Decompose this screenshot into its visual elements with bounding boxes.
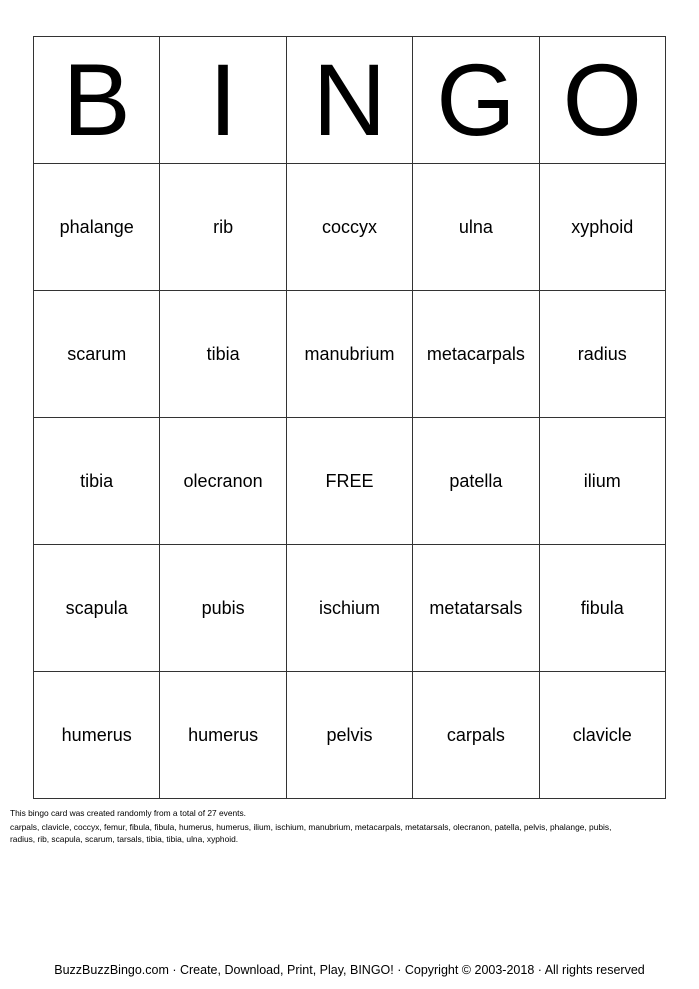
bingo-cell: pubis — [160, 545, 286, 672]
bingo-cell: carpals — [413, 672, 539, 799]
bingo-row-2 — [34, 291, 666, 418]
event-list-line: radius, rib, scapula, scarum, tarsals, tibia, tibia, ulna, xyphoid. — [10, 834, 239, 844]
bingo-cell: scapula — [34, 545, 160, 672]
header-letter-o: O — [539, 37, 665, 164]
card-summary-note: This bingo card was created randomly from a total of 27 events. — [10, 808, 247, 818]
header-letter-g: G — [413, 37, 539, 164]
bingo-cell: humerus — [160, 672, 286, 799]
header-letter-n: N — [286, 37, 412, 164]
bingo-cell: olecranon — [160, 418, 286, 545]
header-letter-i: I — [160, 37, 286, 164]
header-letter-b: B — [34, 37, 160, 164]
footer-copyright: BuzzBuzzBingo.com · Create, Download, Print, Play, BINGO! · Copyright © 2003-2018 · All rights reserved — [54, 963, 645, 977]
bingo-header-row — [34, 37, 666, 164]
bingo-cell: scarum — [34, 291, 160, 418]
event-list-line: carpals, clavicle, coccyx, femur, fibula, fibula, humerus, humerus, ilium, ischium, manubrium, metacarpals, metatarsals, olecranon, patella, pelvis, phalange, pubis, — [10, 822, 612, 832]
bingo-cell: tibia — [160, 291, 286, 418]
bingo-cell: clavicle — [539, 672, 665, 799]
bingo-cell: phalange — [34, 164, 160, 291]
bingo-row-5 — [34, 672, 666, 799]
bingo-cell: ilium — [539, 418, 665, 545]
bingo-cell: humerus — [34, 672, 160, 799]
bingo-row-1 — [34, 164, 666, 291]
bingo-cell: metacarpals — [413, 291, 539, 418]
bingo-cell: xyphoid — [539, 164, 665, 291]
bingo-cell: ulna — [413, 164, 539, 291]
bingo-free-cell: FREE — [286, 418, 412, 545]
bingo-cell: fibula — [539, 545, 665, 672]
bingo-cell: tibia — [34, 418, 160, 545]
bingo-row-3 — [34, 418, 666, 545]
bingo-cell: metatarsals — [413, 545, 539, 672]
bingo-card — [33, 36, 666, 799]
bingo-cell: patella — [413, 418, 539, 545]
bingo-row-4 — [34, 545, 666, 672]
bingo-cell: coccyx — [286, 164, 412, 291]
bingo-cell: pelvis — [286, 672, 412, 799]
bingo-cell: rib — [160, 164, 286, 291]
bingo-cell: radius — [539, 291, 665, 418]
bingo-cell: manubrium — [286, 291, 412, 418]
bingo-cell: ischium — [286, 545, 412, 672]
